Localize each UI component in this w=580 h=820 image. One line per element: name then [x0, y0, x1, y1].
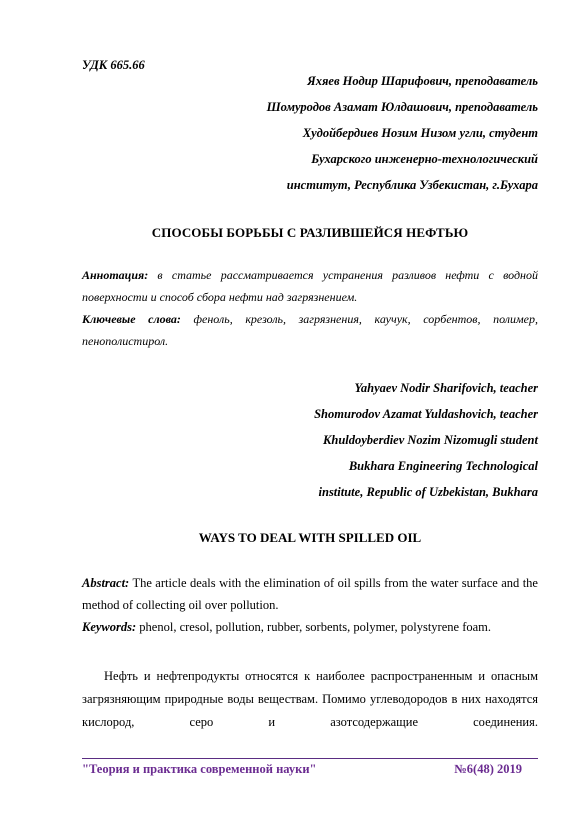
title-en: WAYS TO DEAL WITH SPILLED OIL: [198, 530, 422, 545]
abstract-ru: [82, 264, 538, 308]
body-paragraph: Нефть и нефтепродукты относятся к наиболее распространенным и опасным загрязняющим природные воды веществам. Помимо углеводородов в них находятся кислород, серо и азотсодержащие соединения.: [82, 669, 538, 729]
keywords-label: Ключевые слова:: [82, 312, 181, 326]
author-line: Шомуродов Азамат Юлдашович, преподаватель: [266, 100, 538, 114]
body-text: [82, 665, 538, 734]
keywords-ru: [82, 308, 538, 352]
author-line: Яхяев Нодир Шарифович, преподаватель: [307, 74, 538, 88]
authors-ru: [82, 68, 538, 198]
abstract-label: Аннотация:: [82, 268, 149, 282]
footer: [82, 762, 538, 777]
keywords-text: феноль, крезоль, загрязнения, каучук, сорбентов, полимер, пенополистирол.: [82, 312, 538, 348]
affiliation-line: Bukhara Engineering Technological: [348, 459, 538, 473]
footer-divider: [82, 758, 538, 759]
abstract-text: The article deals with the elimination of oil spills from the water surface and the method of collecting oil over pollution.: [82, 576, 538, 612]
abstract-text: в статье рассматривается устранения разливов нефти с водной поверхности и способ сбора нефти над загрязнением.: [82, 268, 538, 304]
abstract-en-block: [82, 572, 538, 638]
affiliation-line: Бухарского инженерно-технологический: [311, 152, 538, 166]
document-page: [82, 0, 538, 820]
issue-number: №6(48) 2019: [454, 762, 522, 776]
author-line: Shomurodov Azamat Yuldashovich, teacher: [314, 407, 538, 421]
affiliation-line: институт, Республика Узбекистан, г.Бухара: [286, 178, 538, 192]
authors-en: [82, 375, 538, 505]
abstract-en: [82, 572, 538, 616]
keywords-en: [82, 616, 538, 638]
author-line: Yahyaev Nodir Sharifovich, teacher: [354, 381, 538, 395]
author-line: Худойбердиев Нозим Низом угли, студент: [302, 126, 538, 140]
abstract-ru-block: [82, 264, 538, 352]
abstract-label: Abstract:: [82, 576, 130, 590]
author-line: Khuldoyberdiev Nozim Nizomugli student: [323, 433, 538, 447]
title-ru: СПОСОБЫ БОРЬБЫ С РАЗЛИВШЕЙСЯ НЕФТЬЮ: [151, 225, 469, 240]
keywords-label: Keywords:: [82, 620, 137, 634]
udk-code: УДК 665.66: [82, 58, 145, 72]
affiliation-line: institute, Republic of Uzbekistan, Bukhara: [318, 485, 538, 499]
journal-name: "Теория и практика современной науки": [82, 762, 317, 776]
keywords-text: phenol, cresol, pollution, rubber, sorbents, polymer, polystyrene foam.: [136, 620, 491, 634]
